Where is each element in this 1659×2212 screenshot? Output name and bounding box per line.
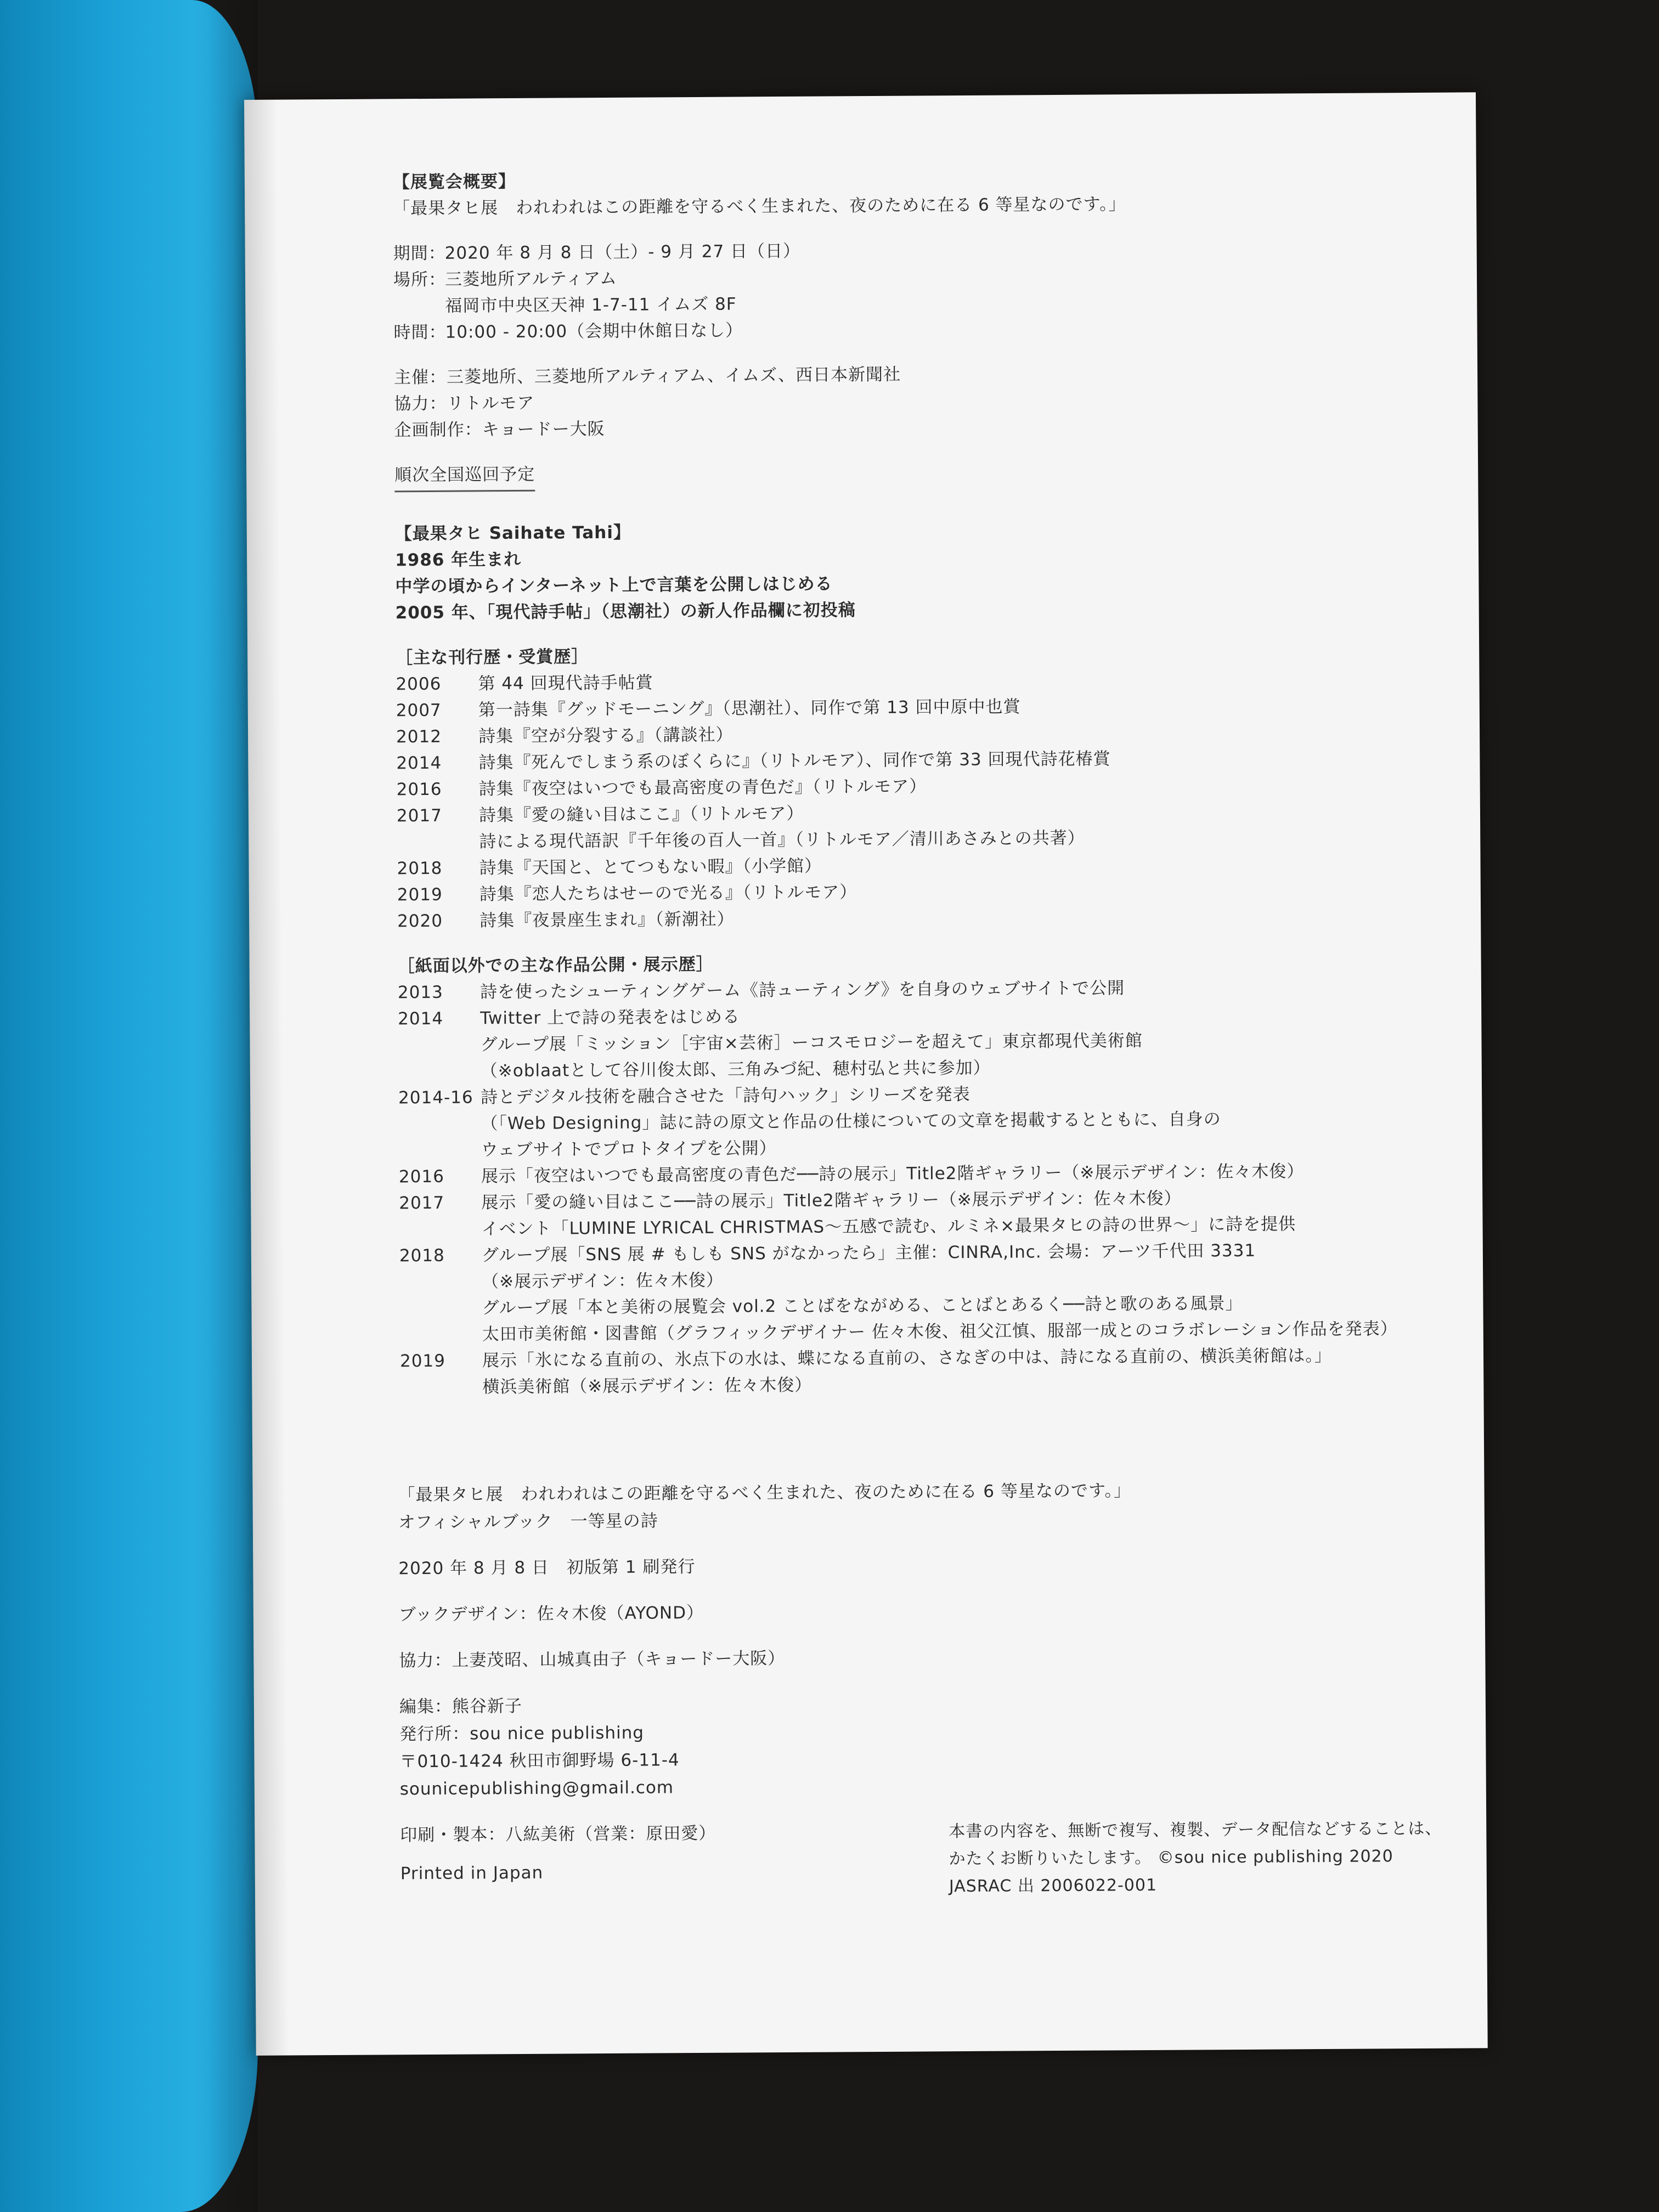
entry-text: イベント「LUMINE LYRICAL CHRISTMAS～五感で読む、ルミネ×最果タヒの詩の世界～」に詩を提供 [481, 1214, 1296, 1239]
venue-address: 福岡市中央区天神 1-7-11 イムズ 8F [445, 294, 737, 316]
colophon [398, 1475, 1470, 1897]
organizer-label: 主催： [393, 367, 447, 388]
entry-year: 2019 [397, 884, 443, 905]
entry-year: 2006 [396, 674, 442, 695]
venue-label: 場所： [393, 269, 447, 290]
entry-text: 第一詩集『グッドモーニング』（思潮社）、同作で第 13 回中原中也賞 [478, 697, 1021, 720]
publications-heading: ［主な刊行歴・受賞歴］ [396, 647, 589, 668]
organizer-value: 三菱地所、三菱地所アルティアム、イムズ、西日本新聞社 [446, 364, 901, 387]
overview-heading: 【展覧会概要】 [392, 171, 516, 193]
entry-year: 2018 [397, 858, 443, 879]
period-label: 期間： [393, 243, 446, 264]
entry-year [400, 1374, 482, 1401]
exhibition-title: 「最果タヒ展 われわれはこの距離を守るべく生まれた、夜のために在る 6 等星なのです。」 [393, 194, 1126, 219]
entry-year [398, 1110, 481, 1137]
edition-date: 2020 年 8 月 8 日 初版第 1 刷発行 [398, 1557, 696, 1579]
jasrac-number: JASRAC 出 2006022-001 [949, 1875, 1158, 1897]
planning-value: キョードー大阪 [482, 419, 605, 440]
cooperation-value: リトルモア [447, 393, 535, 414]
entry-text: 詩による現代語訳『千年後の百人一首』（リトルモア／清川あさみとの共著） [479, 828, 1085, 852]
printing-credit: 印刷・製本：八紘美術（営業：原田愛） [400, 1823, 716, 1846]
publisher-email: sounicepublishing@gmail.com [399, 1778, 674, 1799]
entry-text: 展示「氷になる直前の、氷点下の水は、蝶になる直前の、さなぎの中は、詩になる直前の、横浜美術館は。」 [482, 1345, 1332, 1371]
entry-year [399, 1216, 481, 1243]
colophon-book-title: 「最果タヒ展 われわれはこの距離を守るべく生まれた、夜のために在る 6 等星なのです。」 [398, 1481, 1132, 1505]
entry-year [400, 1321, 482, 1348]
book-page [244, 92, 1488, 2056]
entry-text: ウェブサイトでプロトタイプを公開） [481, 1138, 777, 1160]
entry-text: 展示「愛の縫い目はここ──詩の展示」Title2階ギャラリー（※展示デザイン：佐々木俊） [481, 1188, 1182, 1213]
entry-year: 2014 [396, 753, 442, 774]
book-design-credit: ブックデザイン：佐々木俊（AYOND） [398, 1602, 704, 1625]
entry-text: 詩集『死んでしまう系のぼくらに』（リトルモア）、同作で第 33 回現代詩花椿賞 [478, 749, 1111, 773]
profile-line: 2005 年、「現代詩手帖」（思潮社）の新人作品欄に初投稿 [395, 600, 856, 623]
time-value: 10:00 - 20:00（会期中休館日なし） [445, 320, 743, 342]
exhibits-heading: ［紙面以外での主な作品公開・展示歴］ [397, 954, 714, 977]
entry-text: 詩を使ったシューティングゲーム《詩ューティング》を自身のウェブサイトで公開 [479, 978, 1125, 1002]
entry-year [399, 1295, 482, 1322]
entry-year: 2016 [396, 779, 442, 800]
entry-text: 第 44 回現代詩手帖賞 [478, 673, 653, 694]
entry-year: 2017 [399, 1193, 445, 1214]
entry-year: 2016 [398, 1166, 445, 1187]
entry-year: 2019 [399, 1351, 446, 1372]
publications-list [396, 664, 1467, 934]
entry-text: 詩とデジタル技術を融合させた「詩句ハック」シリーズを発表 [481, 1084, 970, 1108]
colophon-book-subtitle: オフィシャルブック 一等星の詩 [398, 1511, 658, 1533]
entry-text: 詩集『愛の縫い目はここ』（リトルモア） [478, 803, 804, 826]
profile-line: 1986 年生まれ [395, 549, 522, 571]
entry-text: Twitter 上で詩の発表をはじめる [480, 1007, 741, 1029]
entry-text: 詩集『夜空はいつでも最高密度の青色だ』（リトルモア） [478, 776, 927, 799]
cooperation-credit: 協力：上妻茂昭、山城真由子（キョードー大阪） [399, 1649, 786, 1671]
entry-year: 2018 [399, 1245, 445, 1266]
notice-line: かたくお断りいたします。 ©sou nice publishing 2020 [949, 1847, 1393, 1869]
entry-year: 2020 [397, 911, 443, 932]
entry-text: グループ展「ミッション［宇宙×芸術］ーコスモロジーを超えて」東京都現代美術館 [480, 1031, 1143, 1055]
profile-line: 中学の頃からインターネット上で言葉を公開しはじめる [395, 574, 833, 597]
editor-credit: 編集：熊谷新子 [399, 1696, 523, 1717]
entry-text: 詩集『空が分裂する』（講談社） [478, 725, 733, 747]
entry-text: （※展示デザイン：佐々木俊） [482, 1270, 724, 1292]
copyright-notice [949, 1815, 1442, 1900]
profile-heading: 【最果タヒ Saihate Tahi】 [394, 522, 631, 544]
entry-text: （「Web Designing」誌に詩の原文と作品の仕様についての文章を掲載するとともに、自身の [481, 1109, 1221, 1134]
entry-text: 太田市美術館・図書館（グラフィックデザイナー 佐々木俊、祖父江慎、服部一成とのコラボレーション作品を発表） [482, 1319, 1398, 1345]
time-label: 時間： [393, 322, 447, 343]
entry-text: （※oblaatとして谷川俊太郎、三角みづ紀、穂村弘と共に参加） [480, 1058, 991, 1081]
entry-year [398, 1058, 481, 1085]
entry-text: 横浜美術館（※展示デザイン：佐々木俊） [482, 1375, 812, 1397]
entry-year: 2014-16 [398, 1087, 473, 1108]
entry-year [399, 1137, 481, 1164]
entry-text: 展示「夜空はいつでも最高密度の青色だ──詩の展示」Title2階ギャラリー（※展示デザイン：佐々木俊） [481, 1161, 1305, 1187]
entry-text: 詩集『天国と、とてつもない暇』（小学館） [479, 856, 822, 878]
entry-year: 2013 [397, 982, 443, 1003]
entry-year: 2012 [396, 726, 442, 747]
entry-text: 詩集『夜景座生まれ』（新潮社） [479, 909, 735, 931]
exhibits-list [398, 973, 1470, 1401]
entry-text: グループ展「本と美術の展覧会 vol.2 ことばをながめる、ことばとあるく──詩と歌のある風景」 [482, 1293, 1243, 1318]
publisher-address: 〒010-1424 秋田市御野場 6-11-4 [399, 1750, 680, 1772]
entry-year: 2014 [398, 1008, 444, 1029]
notice-line: 本書の内容を、無断で複写、複製、データ配信などすることは、 [949, 1819, 1442, 1842]
cooperation-label: 協力： [394, 393, 447, 414]
printed-in-japan: Printed in Japan [400, 1863, 544, 1884]
page-content [393, 162, 1470, 1401]
tour-note: 順次全国巡回予定 [394, 461, 535, 493]
entry-year [398, 1031, 480, 1058]
entry-year: 2007 [396, 700, 442, 721]
entry-year: 2017 [396, 805, 442, 826]
period-value: 2020 年 8 月 8 日（土）- 9 月 27 日（日） [444, 241, 801, 263]
publisher-credit: 発行所：sou nice publishing [399, 1723, 645, 1745]
planning-label: 企画制作： [394, 420, 482, 441]
entry-text: 詩集『恋人たちはせーので光る』（リトルモア） [479, 882, 857, 905]
entry-year [397, 828, 479, 855]
exhibition-details [393, 234, 1464, 443]
entry-text: グループ展「SNS 展 # もしも SNS がなかったら」主催：CINRA,Inc. 会場：アーツ千代田 3331 [481, 1240, 1256, 1266]
venue-value: 三菱地所アルティアム [444, 268, 618, 290]
entry-year [399, 1268, 482, 1295]
